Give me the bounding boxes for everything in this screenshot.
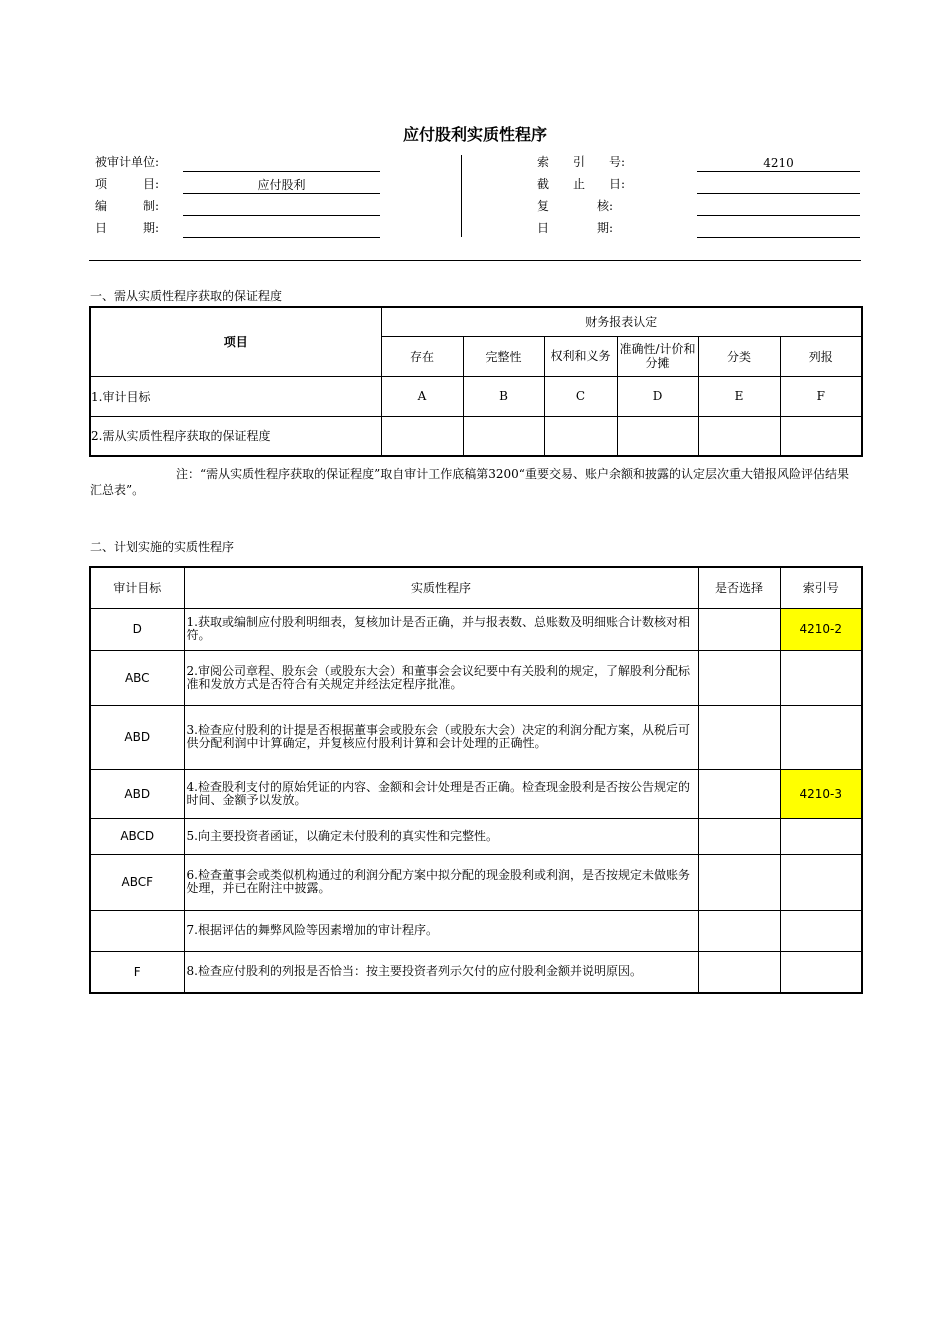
index-cell[interactable]: 4210-2 xyxy=(780,608,862,650)
table-row xyxy=(90,818,862,854)
reviewer-label: 复 核: xyxy=(537,199,614,213)
objective-cell: D xyxy=(617,376,698,416)
selected-cell[interactable] xyxy=(698,650,780,705)
table-row xyxy=(90,650,862,705)
table-row xyxy=(90,608,862,650)
item-header: 项目 xyxy=(90,307,381,376)
selected-cell[interactable] xyxy=(698,951,780,993)
procedure-cell: 6.检查董事会或类似机构通过的利润分配方案中拟分配的现金股利或利润，是否按规定未做账务处理，并已在附注中披露。 xyxy=(184,854,698,910)
target-cell: ABD xyxy=(90,705,184,769)
review-date-field[interactable] xyxy=(697,221,860,238)
target-cell: D xyxy=(90,608,184,650)
objective-cell: F xyxy=(780,376,862,416)
col-header-index: 索引号 xyxy=(780,567,862,608)
col-header-selected: 是否选择 xyxy=(698,567,780,608)
preparer-field[interactable] xyxy=(183,199,380,216)
target-cell: F xyxy=(90,951,184,993)
assurance-cell[interactable] xyxy=(780,416,862,456)
page-title: 应付股利实质性程序 xyxy=(402,125,547,144)
assertion-col-existence: 存在 xyxy=(381,336,463,376)
cutoff-date-field[interactable] xyxy=(697,177,860,194)
objective-cell: B xyxy=(463,376,544,416)
auditee-label: 被审计单位: xyxy=(95,155,160,169)
assurance-cell[interactable] xyxy=(617,416,698,456)
col-header-procedure: 实质性程序 xyxy=(184,567,698,608)
objective-cell: E xyxy=(698,376,780,416)
assertion-header: 财务报表认定 xyxy=(381,307,862,336)
assurance-cell[interactable] xyxy=(463,416,544,456)
assertion-col-completeness: 完整性 xyxy=(463,336,544,376)
row-label-audit-objective: 1.审计目标 xyxy=(90,376,381,416)
target-cell: ABCD xyxy=(90,818,184,854)
index-cell[interactable] xyxy=(780,854,862,910)
target-cell: ABCF xyxy=(90,854,184,910)
procedure-cell: 3.检查应付股利的计提是否根据董事会或股东会（或股东大会）决定的利润分配方案，从税后可供分配利润中计算确定，并复核应付股利计算和会计处理的正确性。 xyxy=(184,705,698,769)
table-row xyxy=(90,705,862,769)
col-header-target: 审计目标 xyxy=(90,567,184,608)
table-row xyxy=(90,854,862,910)
review-date-label: 日 期: xyxy=(537,221,614,235)
procedure-cell: 7.根据评估的舞弊风险等因素增加的审计程序。 xyxy=(184,910,698,951)
procedure-cell: 8.检查应付股利的列报是否恰当：按主要投资者列示欠付的应付股利金额并说明原因。 xyxy=(184,951,698,993)
header-rule xyxy=(89,260,861,261)
table-row xyxy=(90,769,862,818)
assurance-table xyxy=(89,306,863,457)
target-cell: ABD xyxy=(90,769,184,818)
procedure-cell: 5.向主要投资者函证，以确定未付股利的真实性和完整性。 xyxy=(184,818,698,854)
procedures-table xyxy=(89,566,863,994)
item-field[interactable]: 应付股利 xyxy=(183,177,380,194)
item-label: 项 目: xyxy=(95,177,160,191)
objective-cell: A xyxy=(381,376,463,416)
row-label-assurance-level: 2.需从实质性程序获取的保证程度 xyxy=(90,416,381,456)
selected-cell[interactable] xyxy=(698,608,780,650)
index-cell[interactable] xyxy=(780,910,862,951)
assertion-col-classification: 分类 xyxy=(698,336,780,376)
assertion-col-valuation: 准确性/计价和分摊 xyxy=(617,336,698,376)
assurance-cell[interactable] xyxy=(544,416,617,456)
procedure-cell: 4.检查股利支付的原始凭证的内容、金额和会计处理是否正确。检查现金股利是否按公告规定的时间、金额予以发放。 xyxy=(184,769,698,818)
selected-cell[interactable] xyxy=(698,818,780,854)
objective-cell: C xyxy=(544,376,617,416)
prepared-date-label: 日 期: xyxy=(95,221,160,235)
preparer-label: 编 制: xyxy=(95,199,160,213)
procedure-cell: 1.获取或编制应付股利明细表，复核加计是否正确，并与报表数、总账数及明细账合计数核对相符。 xyxy=(184,608,698,650)
target-cell: ABC xyxy=(90,650,184,705)
assurance-cell[interactable] xyxy=(381,416,463,456)
index-cell[interactable] xyxy=(780,705,862,769)
selected-cell[interactable] xyxy=(698,769,780,818)
section1-heading: 一、需从实质性程序获取的保证程度 xyxy=(90,289,283,303)
prepared-date-field[interactable] xyxy=(183,221,380,238)
assertion-col-rights: 权利和义务 xyxy=(544,336,617,376)
section1-note: 注：“需从实质性程序获取的保证程度”取自审计工作底稿第3200“重要交易、账户余额和披露的认定层次重大错报风险评估结果汇总表”。 xyxy=(90,467,849,497)
target-cell xyxy=(90,910,184,951)
table-row xyxy=(90,910,862,951)
reviewer-field[interactable] xyxy=(697,199,860,216)
section2-heading: 二、计划实施的实质性程序 xyxy=(90,540,235,554)
selected-cell[interactable] xyxy=(698,910,780,951)
index-no-field[interactable]: 4210 xyxy=(697,155,860,172)
header-divider xyxy=(461,155,462,237)
procedure-cell: 2.审阅公司章程、股东会（或股东大会）和董事会会议纪要中有关股利的规定，了解股利分配标准和发放方式是否符合有关规定并经法定程序批准。 xyxy=(184,650,698,705)
index-no-label: 索 引 号: xyxy=(537,155,626,169)
index-cell[interactable]: 4210-3 xyxy=(780,769,862,818)
selected-cell[interactable] xyxy=(698,705,780,769)
assurance-cell[interactable] xyxy=(698,416,780,456)
index-cell[interactable] xyxy=(780,951,862,993)
table-row xyxy=(90,951,862,993)
index-cell[interactable] xyxy=(780,650,862,705)
auditee-field[interactable] xyxy=(183,155,380,172)
index-cell[interactable] xyxy=(780,818,862,854)
assertion-col-presentation: 列报 xyxy=(780,336,862,376)
cutoff-date-label: 截 止 日: xyxy=(537,177,626,191)
selected-cell[interactable] xyxy=(698,854,780,910)
